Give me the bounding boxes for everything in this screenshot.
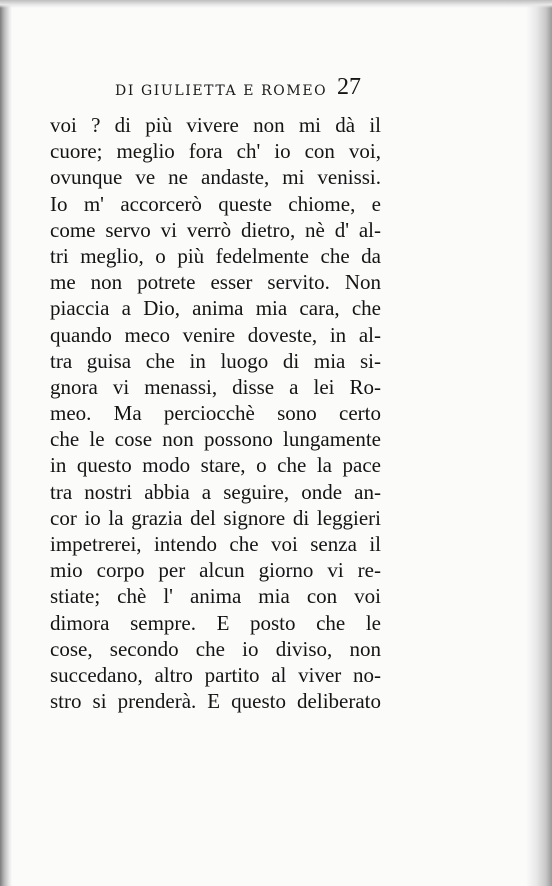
text-line: cor io la grazia del signore di leggieri <box>50 505 381 530</box>
text-line: ovunque ve ne andaste, mi venissi. <box>50 165 381 190</box>
text-line: tri meglio, o più fedelmente che da <box>50 243 381 268</box>
page-left-edge-shadow <box>0 0 12 886</box>
text-line: gnora vi menassi, disse a lei Ro- <box>50 374 381 399</box>
text-line: tra guisa che in luogo di mia si- <box>50 348 381 373</box>
text-line: meo. Ma perciocchè sono certo <box>50 401 381 426</box>
running-head: DI GIULIETTA E ROMEO <box>115 83 328 99</box>
text-line: impetrerei, intendo che voi senza il <box>50 532 381 556</box>
text-line: cuore; meglio fora ch' io con voi, <box>50 139 381 164</box>
page-top-edge-shadow <box>0 0 552 8</box>
text-line: dimora sempre. E posto che le <box>50 610 381 635</box>
text-line: mio corpo per alcun giorno vi re- <box>50 558 381 583</box>
text-line: succedano, altro partito al viver no- <box>50 662 381 687</box>
page-right-edge-shadow <box>526 0 552 886</box>
text-line: come servo vi verrò dietro, nè d' al- <box>50 217 381 242</box>
text-line: in questo modo stare, o che la pace <box>50 453 381 478</box>
text-line: me non potrete esser servito. Non <box>50 270 381 295</box>
text-line: stiate; chè l' anima mia con voi <box>50 584 381 609</box>
text-line: piaccia a Dio, anima mia cara, che <box>50 296 381 321</box>
text-line: tra nostri abbia a seguire, onde an- <box>50 479 381 504</box>
page-number: 27 <box>337 74 361 100</box>
text-line: quando meco venire doveste, in al- <box>50 322 381 347</box>
text-line: voi ? di più vivere non mi dà il <box>50 113 381 137</box>
text-line: che le cose non possono lungamente <box>50 427 381 452</box>
text-line: Io m' accorcerò queste chiome, e <box>50 191 381 216</box>
text-line: cose, secondo che io diviso, non <box>50 636 381 661</box>
body-text <box>50 112 381 714</box>
text-line: stro si prenderà. E questo deliberato <box>50 689 381 714</box>
